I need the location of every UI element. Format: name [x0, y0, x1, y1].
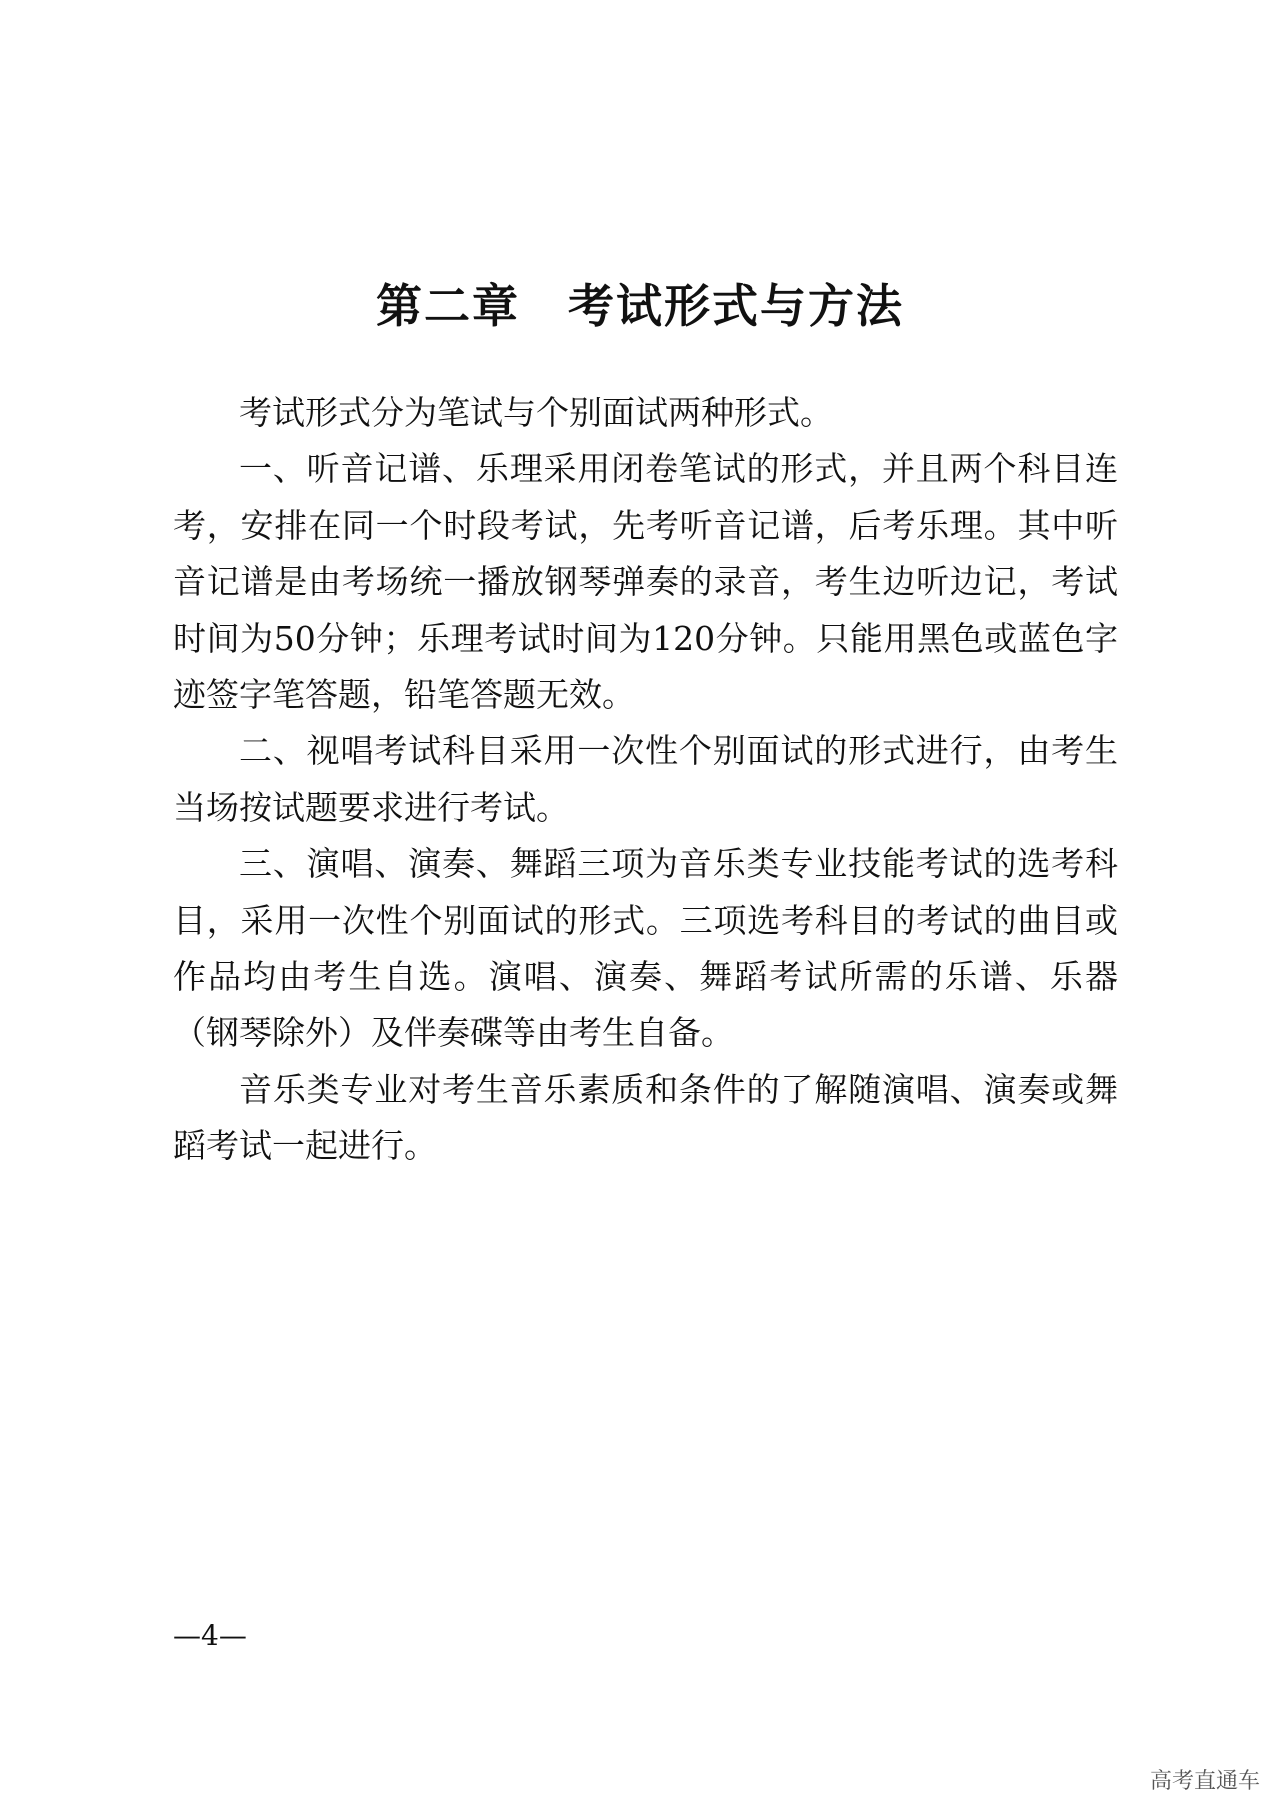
paragraph-sight-singing: 二、视唱考试科目采用一次性个别面试的形式进行，由考生当场按试题要求进行考试。 [173, 731, 1118, 827]
chapter-title: 第二章 考试形式与方法 [376, 279, 904, 333]
paragraph-elective-subjects: 三、演唱、演奏、舞蹈三项为音乐类专业技能考试的选考科目，采用一次性个别面试的形式。三项选考科目的考试的曲目或作品均由考生自选。演唱、演奏、舞蹈考试所需的乐谱、乐器（钢琴除外）及伴奏碟等由考生自备。 [173, 844, 1118, 1053]
body-text [173, 385, 1118, 1175]
watermark: 高考直通车 [1149, 1769, 1260, 1794]
page-number: —4— [173, 1619, 247, 1652]
paragraph-written-exam: 一、听音记谱、乐理采用闭卷笔试的形式，并且两个科目连考，安排在同一个时段考试，先考听音记谱，后考乐理。其中听音记谱是由考场统一播放钢琴弹奏的录音，考生边听边记，考试时间为50分钟；乐理考试时间为120分钟。只能用黑色或蓝色字迹签字笔答题，铅笔答题无效。 [173, 449, 1118, 715]
paragraph-intro: 考试形式分为笔试与个别面试两种形式。 [239, 393, 833, 432]
paragraph-music-quality: 音乐类专业对考生音乐素质和条件的了解随演唱、演奏或舞蹈考试一起进行。 [173, 1069, 1118, 1166]
